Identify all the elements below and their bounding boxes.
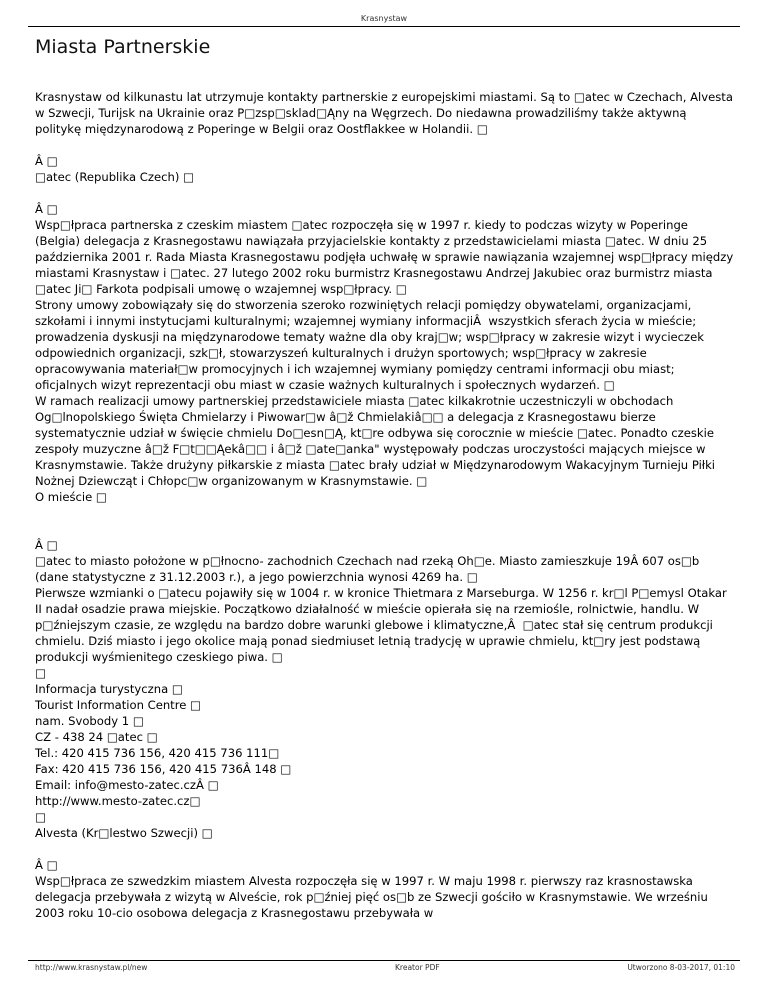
blank-line (35, 521, 735, 537)
section-heading-zatec: Â □ □atec (Republika Czech) □ (35, 154, 194, 184)
zatec-about-paragraph: Â □ □atec to miasto położone w p□łnocno- zachodnich Czechach nad rzeką Oh□e. Miasto zamieszkuje 19Â 607 os□b (dane statystyczne z 31.12.2003 r.), a jego powierzchnia wynosi 4269 ha. □ Pierwsze wzmianki o □atecu pojawiły się w 1004 r. w kronice Thietmara z Marseburga. W 1256 r. kr□l P□emysl Otakar II nadał osadzie prawa miejskie. Początkowo działalność w mieście opierała się na rzemiośle, rolnictwie, handlu. W p□źniejszym czasie, ze względu na bardzo dobre warunki glebowe i klimatyczne,Â □atec stał się centrum produkcji chmielu. Dziś miasto i jego okolice mają ponad siedmiuset letnią tradycję w uprawie chmielu, kt□ry jest podstawą produkcji wyśmienitego czeskiego piwa. □ □ Informacja turystyczna □ Tourist Information Centre □ nam. Svobody 1 □ CZ - 438 24 □atec □ Tel.: 420 415 736 156, 420 415 736 111□ Fax: 420 415 736 156, 420 415 736Â 148 □ Email: info@mesto-zatec.czÂ □ http://www.mesto-zatec.cz□ □ Alvesta (Kr□lestwo Szwecji) □ (35, 538, 727, 840)
page-title: Miasta Partnerskie (35, 36, 211, 58)
footer-url: http://www.krasnystaw.pl/new (35, 963, 148, 972)
header-divider (28, 26, 740, 27)
page-header: Krasnystaw (360, 14, 408, 23)
page-footer (35, 963, 735, 972)
zatec-cooperation-paragraph: Â □ Wsp□łpraca partnerska z czeskim miastem □atec rozpoczęła się w 1997 r. kiedy to podczas wizyty w Poperinge (Belgia) delegacja z Krasnegostawu nawiązała przyjacielskie kontakty z przedstawicielami miasta □atec. W dniu 25 października 2001 r. Rada Miasta Krasnegostawu podjęła uchwałę w sprawie nawiązania wzajemnej wsp□łpracy między miastami Krasnystaw i □atec. 27 lutego 2002 roku burmistrz Krasnegostawu Andrzej Jakubiec oraz burmistrz miasta □atec Ji□ Farkota podpisali umowę o wzajemnej wsp□łpracy. □ Strony umowy zobowiązały się do stworzenia szeroko rozwiniętych relacji pomiędzy obywatelami, organizacjami, szkołami i innymi instytucjami kulturalnymi; wzajemnej wymiany informacjiÂ wszystkich sferach życia w mieście; prowadzenia dyskusji na międzynarodowe tematy ważne dla oby kraj□w; wsp□łpracy w zakresie wizyt i wycieczek odpowiednich organizacji, szk□ł, stowarzyszeń kulturalnych i drużyn sportowych; wsp□łpracy w zakresie opracowywania materiał□w promocyjnych i ich wzajemnej wymiany pomiędzy centrami informacji obu miast; oficjalnych wizyt reprezentacji obu miast w czasie ważnych kulturalnych i społecznych wydarzeń. □ W ramach realizacji umowy partnerskiej przedstawiciele miasta □atec kilkakrotnie uczestniczyli w obchodach Og□lnopolskiego Święta Chmielarzy i Piwowar□w â□ž Chmielakiâ□□ a delegacja z Krasnegostawu bierze systematycznie udział w święcie chmielu Do□esn□Ą, kt□re odbywa się corocznie w mieście □atec. Ponadto czeskie zespoły muzyczne â□ž F□t□□Ąekâ□□ i â□ž □ate□anka" występowały podczas uroczystości mających miejsce w Krasnymstawie. Także drużyny piłkarskie z miasta □atec brały udział w Międzynarodowym Wakacyjnym Turnieju Piłki Nożnej Dziewcząt i Chłopc□w organizowanym w Krasnymstawie. □ O mieście □ (35, 202, 734, 504)
blank-line (35, 841, 735, 857)
blank-line (35, 505, 735, 521)
footer-divider (28, 960, 740, 961)
intro-paragraph: Krasnystaw od kilkunastu lat utrzymuje kontakty partnerskie z europejskimi miastami. Są to □atec w Czechach, Alvesta w Szwecji, Turijsk na Ukrainie oraz P□zsp□sklad□Ąny na Węgrzech. Do niedawna prowadziliśmy także aktywną politykę międzynarodową z Poperinge w Belgii oraz Oostflakkee w Holandii. □ (35, 90, 737, 136)
alvesta-paragraph: Â □ Wsp□łpraca ze szwedzkim miastem Alvesta rozpoczęła się w 1997 r. W maju 1998 r. pierwszy raz krasnostawska delegacja przebywała z wizytą w Alveście, rok p□źniej pięć os□b ze Szwecji gościło w Krasnymstawie. We wrześniu 2003 roku 10-cio osobowa delegacja z Krasnegostawu przebywała w (35, 858, 708, 920)
footer-created: Utworzono 8-03-2017, 01:10 (627, 963, 735, 972)
blank-line (35, 185, 735, 201)
footer-generator: Kreator PDF (395, 963, 440, 972)
blank-line (35, 137, 735, 153)
article-body (35, 89, 735, 921)
